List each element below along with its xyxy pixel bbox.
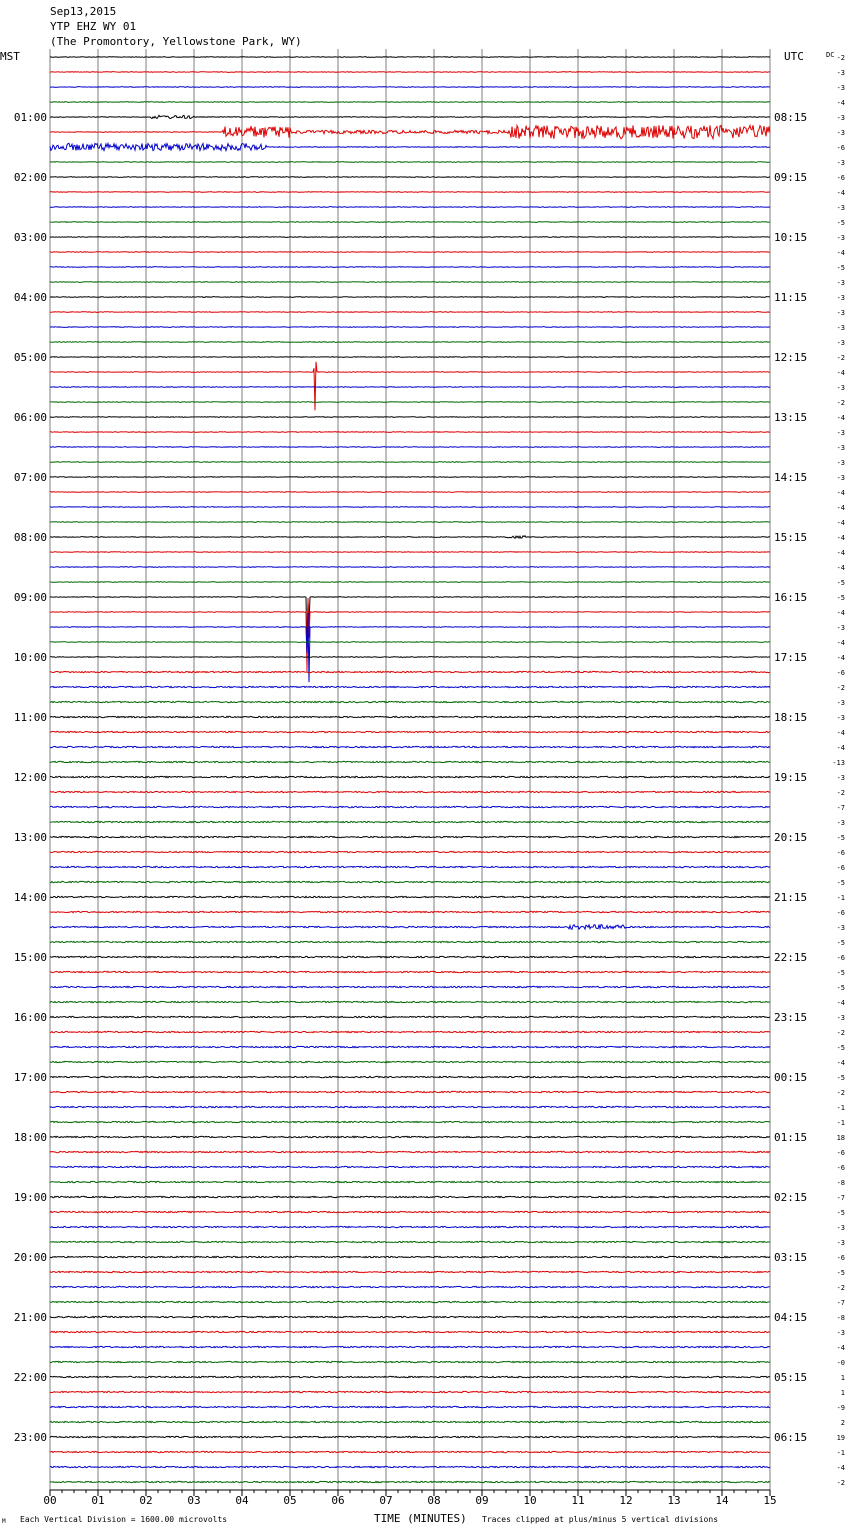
trace-line xyxy=(50,1181,770,1182)
dc-offset-label: -6 xyxy=(836,1149,845,1157)
dc-offset-label: -5 xyxy=(836,969,845,977)
trace-line xyxy=(50,1361,770,1362)
dc-offset-label: -6 xyxy=(836,1164,845,1172)
trace-line xyxy=(50,1196,770,1197)
station-code: YTP EHZ WY 01 xyxy=(50,20,137,33)
trace-line xyxy=(50,671,770,672)
trace-line xyxy=(50,237,770,238)
dc-offset-label: -4 xyxy=(836,729,845,737)
dc-offset-label: -3 xyxy=(836,279,845,287)
dc-offset-label: -4 xyxy=(836,504,845,512)
x-tick-label: 14 xyxy=(715,1494,729,1507)
x-tick-label: 02 xyxy=(139,1494,153,1507)
left-hour-label: 13:00 xyxy=(13,831,47,844)
dc-offset-label: -3 xyxy=(836,459,845,467)
trace-line xyxy=(50,836,770,837)
x-tick-label: 07 xyxy=(379,1494,393,1507)
trace-line xyxy=(50,1301,770,1302)
right-hour-label: 19:15 xyxy=(774,771,808,784)
dc-offset-label: -3 xyxy=(836,294,845,302)
trace-line xyxy=(50,657,770,658)
right-hour-label: 04:15 xyxy=(774,1311,808,1324)
dc-offset-label: -5 xyxy=(836,219,845,227)
dc-offset-label: -6 xyxy=(836,954,845,962)
dc-offset-label: -3 xyxy=(836,1329,845,1337)
left-hour-label: 07:00 xyxy=(13,471,47,484)
dc-offset-label: -2 xyxy=(836,789,845,797)
right-hour-label: 13:15 xyxy=(774,411,808,424)
trace-line xyxy=(50,1151,770,1152)
trace-line xyxy=(50,1136,770,1137)
dc-offset-label: 1 xyxy=(840,1374,845,1382)
dc-offset-label: -4 xyxy=(836,189,845,197)
x-tick-label: 05 xyxy=(283,1494,297,1507)
left-hour-label: 03:00 xyxy=(13,231,47,244)
x-tick-label: 06 xyxy=(331,1494,345,1507)
trace-line xyxy=(50,686,770,687)
trace-line xyxy=(50,552,770,553)
trace-line xyxy=(50,956,770,957)
left-hour-label: 10:00 xyxy=(13,651,47,664)
dc-offset-label: -2 xyxy=(836,1029,845,1037)
trace-line xyxy=(50,1166,770,1167)
right-hour-label: 01:15 xyxy=(774,1131,808,1144)
dc-offset-label: -2 xyxy=(836,354,845,362)
left-hour-label: 06:00 xyxy=(13,411,47,424)
trace-line xyxy=(50,1376,770,1377)
right-hour-label: 06:15 xyxy=(774,1431,808,1444)
trace-line xyxy=(50,447,770,448)
left-hour-label: 14:00 xyxy=(13,891,47,904)
trace-line xyxy=(50,1046,770,1047)
trace-line xyxy=(50,971,770,972)
trace-line xyxy=(50,1001,770,1002)
dc-offset-label: -6 xyxy=(836,864,845,872)
trace-line xyxy=(50,327,770,328)
x-tick-label: 08 xyxy=(427,1494,441,1507)
dc-offset-label: -7 xyxy=(836,804,845,812)
left-hour-label: 09:00 xyxy=(13,591,47,604)
trace-line xyxy=(50,312,770,313)
dc-offset-label: -5 xyxy=(836,1209,845,1217)
trace-line xyxy=(50,851,770,852)
left-hour-label: 20:00 xyxy=(13,1251,47,1264)
dc-offset-label: -5 xyxy=(836,264,845,272)
trace-line xyxy=(50,1121,770,1122)
trace-line xyxy=(50,791,770,792)
dc-offset-label: -4 xyxy=(836,519,845,527)
dc-offset-label: -7 xyxy=(836,1194,845,1202)
right-hour-label: 12:15 xyxy=(774,351,808,364)
dc-offset-label: -9 xyxy=(836,1404,845,1412)
station-location: (The Promontory, Yellowstone Park, WY) xyxy=(50,35,302,48)
dc-offset-label: -4 xyxy=(836,249,845,257)
trace-line xyxy=(50,57,770,58)
trace-line xyxy=(50,177,770,178)
dc-offset-label: -3 xyxy=(836,774,845,782)
dc-offset-label: -3 xyxy=(836,444,845,452)
trace-line xyxy=(50,941,770,942)
trace-line xyxy=(50,642,770,643)
dc-offset-label: -6 xyxy=(836,909,845,917)
dc-offset-label: -3 xyxy=(836,69,845,77)
left-hour-label: 21:00 xyxy=(13,1311,47,1324)
left-hour-label: 01:00 xyxy=(13,111,47,124)
dc-offset-label: -4 xyxy=(836,489,845,497)
trace-line xyxy=(50,357,770,358)
trace-line xyxy=(50,1406,770,1407)
trace-line xyxy=(50,866,770,867)
trace-line xyxy=(50,143,770,150)
dc-offset-label: -8 xyxy=(836,1179,845,1187)
dc-offset-label: 2 xyxy=(840,1419,845,1427)
trace-line xyxy=(50,252,770,253)
trace-line xyxy=(50,597,770,655)
trace-line xyxy=(50,1241,770,1242)
trace-line xyxy=(50,1466,770,1467)
dc-offset-label: -4 xyxy=(836,1464,845,1472)
trace-line xyxy=(50,207,770,208)
trace-line xyxy=(50,402,770,403)
left-hour-label: 19:00 xyxy=(13,1191,47,1204)
dc-offset-label: -3 xyxy=(836,429,845,437)
dc-offset-label: -3 xyxy=(836,309,845,317)
dc-offset-label: -1 xyxy=(836,1104,845,1112)
trace-line xyxy=(50,507,770,508)
trace-line xyxy=(50,342,770,343)
trace-line xyxy=(50,925,770,930)
trace-line xyxy=(50,598,770,671)
trace-line xyxy=(50,1016,770,1017)
x-tick-label: 01 xyxy=(91,1494,105,1507)
dc-offset-label: -4 xyxy=(836,534,845,542)
dc-offset-label: -2 xyxy=(836,684,845,692)
trace-line xyxy=(50,477,770,478)
x-tick-label: 12 xyxy=(619,1494,633,1507)
chart-date: Sep13,2015 xyxy=(50,5,117,18)
dc-offset-label: -4 xyxy=(836,1344,845,1352)
left-hour-label: 05:00 xyxy=(13,351,47,364)
dc-offset-label: -4 xyxy=(836,999,845,1007)
trace-line xyxy=(50,1331,770,1332)
trace-line xyxy=(50,731,770,732)
trace-line xyxy=(50,1256,770,1257)
left-hour-label: 15:00 xyxy=(13,951,47,964)
dc-offset-label: -2 xyxy=(836,1089,845,1097)
dc-offset-label: -3 xyxy=(836,114,845,122)
x-tick-label: 03 xyxy=(187,1494,201,1507)
trace-line xyxy=(50,806,770,807)
trace-line xyxy=(50,362,770,411)
dc-offset-label: -3 xyxy=(836,624,845,632)
dc-offset-label: -5 xyxy=(836,1074,845,1082)
dc-offset-label: -6 xyxy=(836,144,845,152)
dc-offset-label: 19 xyxy=(836,1434,845,1442)
trace-line xyxy=(50,1436,770,1437)
clip-note: Traces clipped at plus/minus 5 vertical divisions xyxy=(482,1515,719,1524)
x-tick-label: 10 xyxy=(523,1494,537,1507)
trace-line xyxy=(50,522,770,523)
dc-offset-label: -3 xyxy=(836,474,845,482)
trace-line xyxy=(50,582,770,583)
trace-line xyxy=(50,1391,770,1392)
trace-line xyxy=(50,986,770,987)
dc-offset-label: -5 xyxy=(836,879,845,887)
trace-line xyxy=(50,911,770,912)
trace-line xyxy=(50,1451,770,1452)
trace-line xyxy=(50,1271,770,1272)
dc-offset-label: -6 xyxy=(836,669,845,677)
dc-offset-label: 1 xyxy=(840,1389,845,1397)
dc-offset-label: -3 xyxy=(836,819,845,827)
dc-offset-label: -5 xyxy=(836,939,845,947)
dc-offset-label: -1 xyxy=(836,1449,845,1457)
trace-line xyxy=(50,267,770,268)
dc-offset-label: -6 xyxy=(836,849,845,857)
trace-line xyxy=(50,297,770,298)
scale-note: Each Vertical Division = 1600.00 microvolts xyxy=(20,1515,228,1524)
trace-line xyxy=(50,1481,770,1482)
right-hour-label: 23:15 xyxy=(774,1011,808,1024)
dc-offset-label: -3 xyxy=(836,1014,845,1022)
x-tick-label: 13 xyxy=(667,1494,681,1507)
right-hour-label: 21:15 xyxy=(774,891,808,904)
dc-offset-label: -3 xyxy=(836,324,845,332)
trace-line xyxy=(50,115,770,118)
trace-line xyxy=(50,72,770,73)
trace-line xyxy=(50,222,770,223)
right-hour-label: 11:15 xyxy=(774,291,808,304)
left-hour-label: 22:00 xyxy=(13,1371,47,1384)
right-hour-label: 20:15 xyxy=(774,831,808,844)
trace-line xyxy=(50,536,770,539)
left-hour-label: 08:00 xyxy=(13,531,47,544)
trace-line xyxy=(50,102,770,103)
dc-offset-label: -2 xyxy=(836,1479,845,1487)
dc-offset-label: -2 xyxy=(836,399,845,407)
dc-offset-label: -4 xyxy=(836,1059,845,1067)
left-hour-label: 17:00 xyxy=(13,1071,47,1084)
right-hour-label: 10:15 xyxy=(774,231,808,244)
dc-offset-label: -3 xyxy=(836,924,845,932)
dc-offset-label: -2 xyxy=(836,54,845,62)
dc-offset-label: -4 xyxy=(836,639,845,647)
right-hour-label: 02:15 xyxy=(774,1191,808,1204)
left-hour-label: 12:00 xyxy=(13,771,47,784)
dc-offset-label: -5 xyxy=(836,834,845,842)
trace-line xyxy=(50,125,770,138)
right-hour-label: 16:15 xyxy=(774,591,808,604)
trace-line xyxy=(50,1106,770,1107)
x-tick-label: 00 xyxy=(43,1494,57,1507)
trace-line xyxy=(50,1076,770,1077)
trace-line xyxy=(50,821,770,822)
trace-line xyxy=(50,162,770,163)
dc-offset-label: -0 xyxy=(836,1359,845,1367)
trace-line xyxy=(50,1031,770,1032)
dc-offset-label: -3 xyxy=(836,129,845,137)
left-hour-label: 16:00 xyxy=(13,1011,47,1024)
dc-offset-label: -5 xyxy=(836,1269,845,1277)
dc-offset-label: -5 xyxy=(836,579,845,587)
dc-offset-label: -4 xyxy=(836,369,845,377)
left-hour-label: 04:00 xyxy=(13,291,47,304)
right-axis-label: UTC xyxy=(784,50,804,63)
right-hour-label: 17:15 xyxy=(774,651,808,664)
corner-mark: M xyxy=(2,1518,6,1525)
dc-offset-label: -4 xyxy=(836,549,845,557)
trace-line xyxy=(50,716,770,717)
dc-offset-label: -4 xyxy=(836,564,845,572)
right-hour-label: 22:15 xyxy=(774,951,808,964)
trace-line xyxy=(50,1226,770,1227)
dc-offset-label: -5 xyxy=(836,984,845,992)
trace-line xyxy=(50,192,770,193)
dc-offset-label: -6 xyxy=(836,174,845,182)
trace-line xyxy=(50,1211,770,1212)
trace-line xyxy=(50,776,770,777)
trace-line xyxy=(50,1316,770,1317)
left-hour-label: 18:00 xyxy=(13,1131,47,1144)
x-tick-label: 15 xyxy=(763,1494,777,1507)
left-hour-label: 23:00 xyxy=(13,1431,47,1444)
right-hour-label: 14:15 xyxy=(774,471,808,484)
trace-line xyxy=(50,1421,770,1422)
dc-offset-label: -3 xyxy=(836,234,845,242)
dc-offset-label: 18 xyxy=(836,1134,845,1142)
x-tick-label: 09 xyxy=(475,1494,489,1507)
dc-offset-label: -5 xyxy=(836,1044,845,1052)
trace-line xyxy=(50,746,770,747)
right-hour-label: 00:15 xyxy=(774,1071,808,1084)
trace-line xyxy=(50,1061,770,1062)
trace-line xyxy=(50,896,770,897)
right-hour-label: 05:15 xyxy=(774,1371,808,1384)
dc-offset-label: -13 xyxy=(832,759,845,767)
dc-offset-label: -3 xyxy=(836,84,845,92)
left-axis-label: MST xyxy=(0,50,20,63)
dc-offset-label: -6 xyxy=(836,1254,845,1262)
left-hour-label: 02:00 xyxy=(13,171,47,184)
dc-offset-label: -4 xyxy=(836,99,845,107)
right-hour-label: 09:15 xyxy=(774,171,808,184)
dc-header-label: DC xyxy=(826,51,835,59)
left-hour-label: 11:00 xyxy=(13,711,47,724)
dc-offset-label: -3 xyxy=(836,1239,845,1247)
dc-offset-label: -7 xyxy=(836,1299,845,1307)
dc-offset-label: -3 xyxy=(836,339,845,347)
trace-line xyxy=(50,462,770,463)
trace-line xyxy=(50,1286,770,1287)
dc-offset-label: -1 xyxy=(836,894,845,902)
x-tick-label: 11 xyxy=(571,1494,585,1507)
dc-offset-label: -4 xyxy=(836,744,845,752)
right-hour-label: 15:15 xyxy=(774,531,808,544)
dc-offset-label: -4 xyxy=(836,609,845,617)
dc-offset-label: -3 xyxy=(836,384,845,392)
dc-offset-label: -4 xyxy=(836,414,845,422)
trace-line xyxy=(50,881,770,882)
x-tick-label: 04 xyxy=(235,1494,249,1507)
dc-offset-label: -8 xyxy=(836,1314,845,1322)
right-hour-label: 03:15 xyxy=(774,1251,808,1264)
right-hour-label: 18:15 xyxy=(774,711,808,724)
dc-offset-label: -5 xyxy=(836,594,845,602)
dc-offset-label: -3 xyxy=(836,699,845,707)
dc-offset-label: -2 xyxy=(836,1284,845,1292)
right-hour-label: 08:15 xyxy=(774,111,808,124)
dc-offset-label: -3 xyxy=(836,204,845,212)
x-axis-title: TIME (MINUTES) xyxy=(374,1512,467,1525)
trace-line xyxy=(50,387,770,388)
trace-line xyxy=(50,1091,770,1092)
dc-offset-label: -4 xyxy=(836,654,845,662)
trace-line xyxy=(50,87,770,88)
dc-offset-label: -3 xyxy=(836,714,845,722)
trace-line xyxy=(50,492,770,493)
dc-offset-label: -1 xyxy=(836,1119,845,1127)
trace-line xyxy=(50,567,770,568)
trace-line xyxy=(50,761,770,762)
dc-offset-label: -3 xyxy=(836,1224,845,1232)
trace-line xyxy=(50,417,770,418)
trace-line xyxy=(50,1346,770,1347)
trace-line xyxy=(50,432,770,433)
dc-offset-label: -3 xyxy=(836,159,845,167)
trace-line xyxy=(50,282,770,283)
trace-line xyxy=(50,701,770,702)
